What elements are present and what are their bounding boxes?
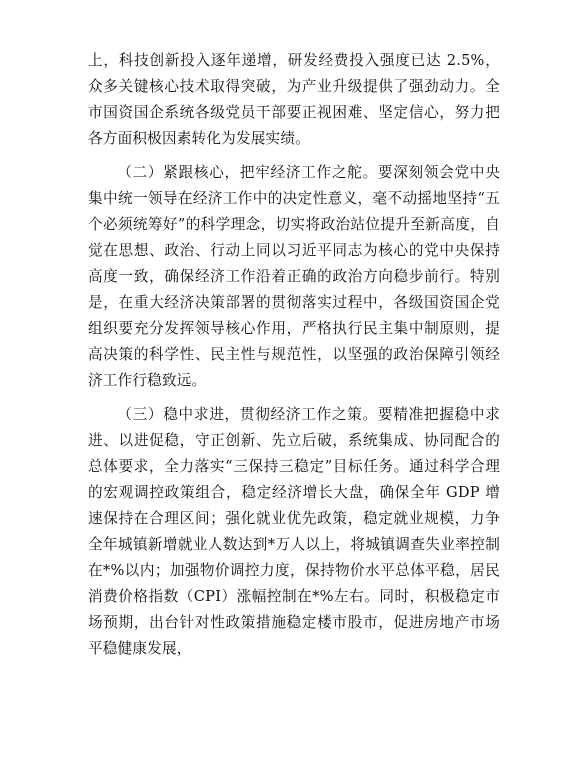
paragraph-section-three: （三）稳中求进，贯彻经济工作之策。要精准把握稳中求进、以进促稳，守正创新、先立后破，系统集成、协同配合的总体要求，全力落实“三保持三稳定”目标任务。通过科学合理的宏观调控政策组合，稳定经济增长大盘，确保全年 GDP 增速保持在合理区间；强化就业优先政策，稳定就业规模，力争全年城镇新增就业人数达到*万人以上，将城镇调查失业率控制在*%以内；加强物价调控力度，保持物价水平总体平稳，居民消费价格指数（CPI）涨幅控制在*%左右。同时，积极稳定市场预期，出台针对性政策措施稳定楼市股市，促进房地产市场平稳健康发展， xyxy=(88,406,500,657)
paragraph-section-two: （二）紧跟核心，把牢经济工作之舵。要深刻领会党中央集中统一领导在经济工作中的决定性意义，毫不动摇地坚持“五个必须统筹好”的科学理念，切实将政治站位提升至新高度，自觉在思想、政治、行动上同以习近平同志为核心的党中央保持高度一致，确保经济工作沿着正确的政治方向稳步前行。特别是，在重大经济决策部署的贯彻落实过程中，各级国资国企党组织要充分发挥领导核心作用，严格执行民主集中制原则，提高决策的科学性、民主性与规范性，以坚强的政治保障引领经济工作行稳致远。 xyxy=(88,164,500,389)
document-body xyxy=(88,48,500,662)
paragraph-continued: 上，科技创新投入逐年递增，研发经费投入强度已达 2.5%，众多关键核心技术取得突破，为产业升级提供了强劲动力。全市国资国企系统各级党员干部要正视困难、坚定信心，努力把各方面积极因素转化为发展实绩。 xyxy=(88,52,500,147)
